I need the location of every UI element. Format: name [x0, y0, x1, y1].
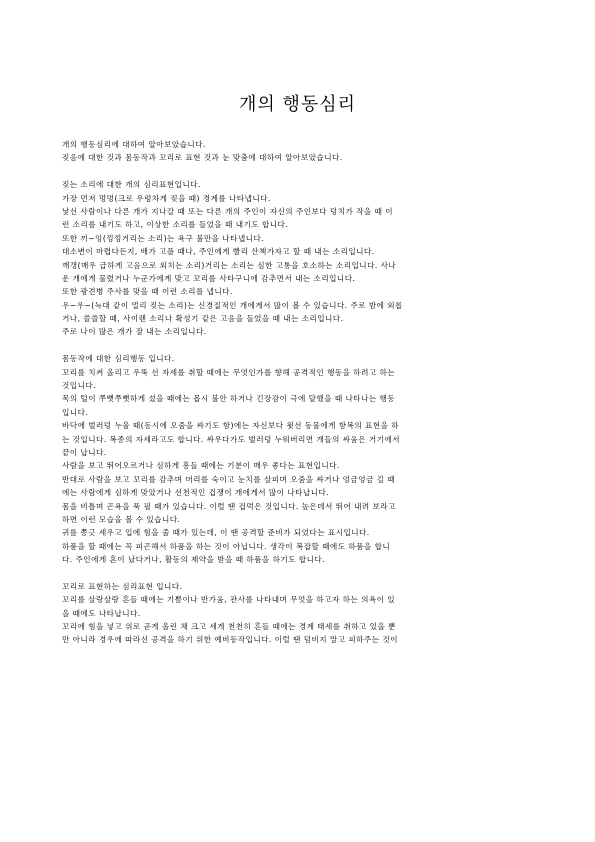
text-line: 목의 털이 쭈뼛쭈뼛하게 섰을 때에는 몹시 불안 하거나 긴장감이 극에 달했을 때 나타나는 행동 — [62, 394, 396, 404]
text-line: 끝이 납니다. — [62, 447, 107, 457]
text-line: 우~우~(늑대 같이 멀리 짖는 소리)는 신경질적인 개에게서 많이 볼 수 있습니다. 주로 밤에 외롭 — [62, 300, 403, 310]
text-line: 에는 사람에게 심하게 맞았거나 선천적인 겁쟁이 개에게서 많이 나타납니다. — [62, 488, 330, 498]
text-line: 하품을 할 때에는 꼭 피곤해서 하품을 하는 것이 아닙니다. 생각이 복잡할 때에도 하품을 합니 — [62, 541, 391, 551]
document-body — [62, 138, 536, 647]
text-line: 가장 먼저 멍멍(크로 우렁차게 짖을 때) 경계를 나타냅니다. — [62, 193, 271, 203]
text-line: 입니다. — [62, 407, 89, 417]
paragraph-gap — [62, 567, 536, 580]
text-line: 낯선 사람이나 다른 개가 지나갈 때 또는 다른 개의 주인이 자신의 주인보다 덩치가 작을 때 이 — [62, 206, 394, 216]
paragraph-gap — [62, 165, 536, 178]
text-line: 꼬리로 표현하는 심리표현 입니다. — [62, 581, 183, 591]
text-line: 는 것입니다. 복종의 자세라고도 합니다. 싸우다가도 벌러덩 누워버리면 개들의 싸움은 거기에서 — [62, 434, 400, 444]
text-line: 개의 행동심리에 대하여 알아보았습니다. — [62, 140, 206, 149]
text-line: 런 소리를 내기도 하고, 이상한 소리를 들었을 때 내기도 합니다. — [62, 220, 289, 230]
text-line: 몸을 비틀며 곤욕을 푹 필 때가 있습니다. 이럴 땐 겁먹은 것입니다. 높은데서 뛰어 내려 보라고 — [62, 501, 396, 511]
text-line: 귀를 쫑긋 세우고 입에 힘을 줄 때가 있는데, 이 땐 공격할 준비가 되었다는 표시입니다. — [62, 528, 370, 538]
page-title: 개의 행동심리 — [238, 94, 357, 115]
text-line: 몸동작에 대한 심리행동 입니다. — [62, 354, 175, 364]
text-line: 사람을 보고 뛰어오르거나 심하게 흥들 때에는 기분이 매우 좋다는 표현입니다. — [62, 461, 340, 471]
text-line: 꼬리를 치켜 올리고 우뚝 선 자세를 취할 때에는 무엇인가를 향해 공격적인 행동을 하려고 하는 — [62, 367, 396, 377]
text-line: 주로 나이 많은 개가 잘 내는 소리입니다. — [62, 327, 207, 337]
text-line: 거나, 쓸쓸할 때, 사이렌 소리나 확성기 같은 고음을 들었을 때 내는 소리입니다. — [62, 314, 344, 324]
text-line: 반대로 사람을 보고 꼬리를 감추며 머리를 숙이고 눈치를 살피며 오줌을 싸거나 엉금엉금 길 때 — [62, 474, 396, 484]
paragraph-gap — [62, 339, 536, 352]
text-line: 짖는 소리에 대한 개의 심리표현입니다. — [62, 180, 201, 190]
text-line: 또한 광견병 주사를 맞을 때 이런 소리를 냅니다. — [62, 287, 233, 297]
text-line: 것입니다. — [62, 381, 97, 391]
text-line: 또한 끼~잉(낑낑거리는 소리)는 욕구 불만을 나타냅니다. — [62, 233, 265, 243]
text-line: 짖음에 대한 것과 몸동작과 꼬리로 표현 것과 눈 맞춤에 대하여 알아보았습니다. — [62, 153, 343, 163]
text-line: 바닥에 벌러덩 누울 때(동시에 오줌을 싸기도 함)에는 자신보다 윗선 동물에게 항복의 표현을 하 — [62, 421, 400, 431]
text-line: 꼬리에 힘을 넣고 위로 곧게 올린 채 크고 세게 천천히 흔들 때에는 경계 태세를 취하고 있을 뿐 — [62, 622, 396, 632]
text-line: 을 때에도 나타납니다. — [62, 608, 141, 618]
text-line: 꼬리를 살랑살랑 흔들 때에는 기쁨이나 반가움, 관사를 나타내며 무엇을 하고자 하는 의욕이 있 — [62, 595, 396, 605]
text-line: 운 개에게 물렸거나 누군가에게 맞고 꼬리를 사타구니에 감추면서 내는 소리입니다. — [62, 273, 356, 283]
text-line: 다. 주인에게 혼이 났다거나, 활동의 제약을 받을 때 하품을 하기도 합니다. — [62, 555, 326, 565]
text-line: 깨갱(매우 급하게 고음으로 외치는 소리)거리는 소리는 심한 고통을 호소하는 소리입니다. 사나 — [62, 260, 397, 270]
text-line: 하면 이런 모습을 볼 수 있습니다. — [62, 514, 181, 524]
text-line: 만 아니라 경우에 따라선 공격을 하기 위한 예비동작입니다. 이럴 땐 덤비지 말고 피하주는 것이 — [62, 635, 398, 645]
text-line: 대소변이 마렵다든지, 배가 고플 때나, 주인에게 빨리 산책가자고 할 때 내는 소리입니다. — [62, 247, 375, 257]
